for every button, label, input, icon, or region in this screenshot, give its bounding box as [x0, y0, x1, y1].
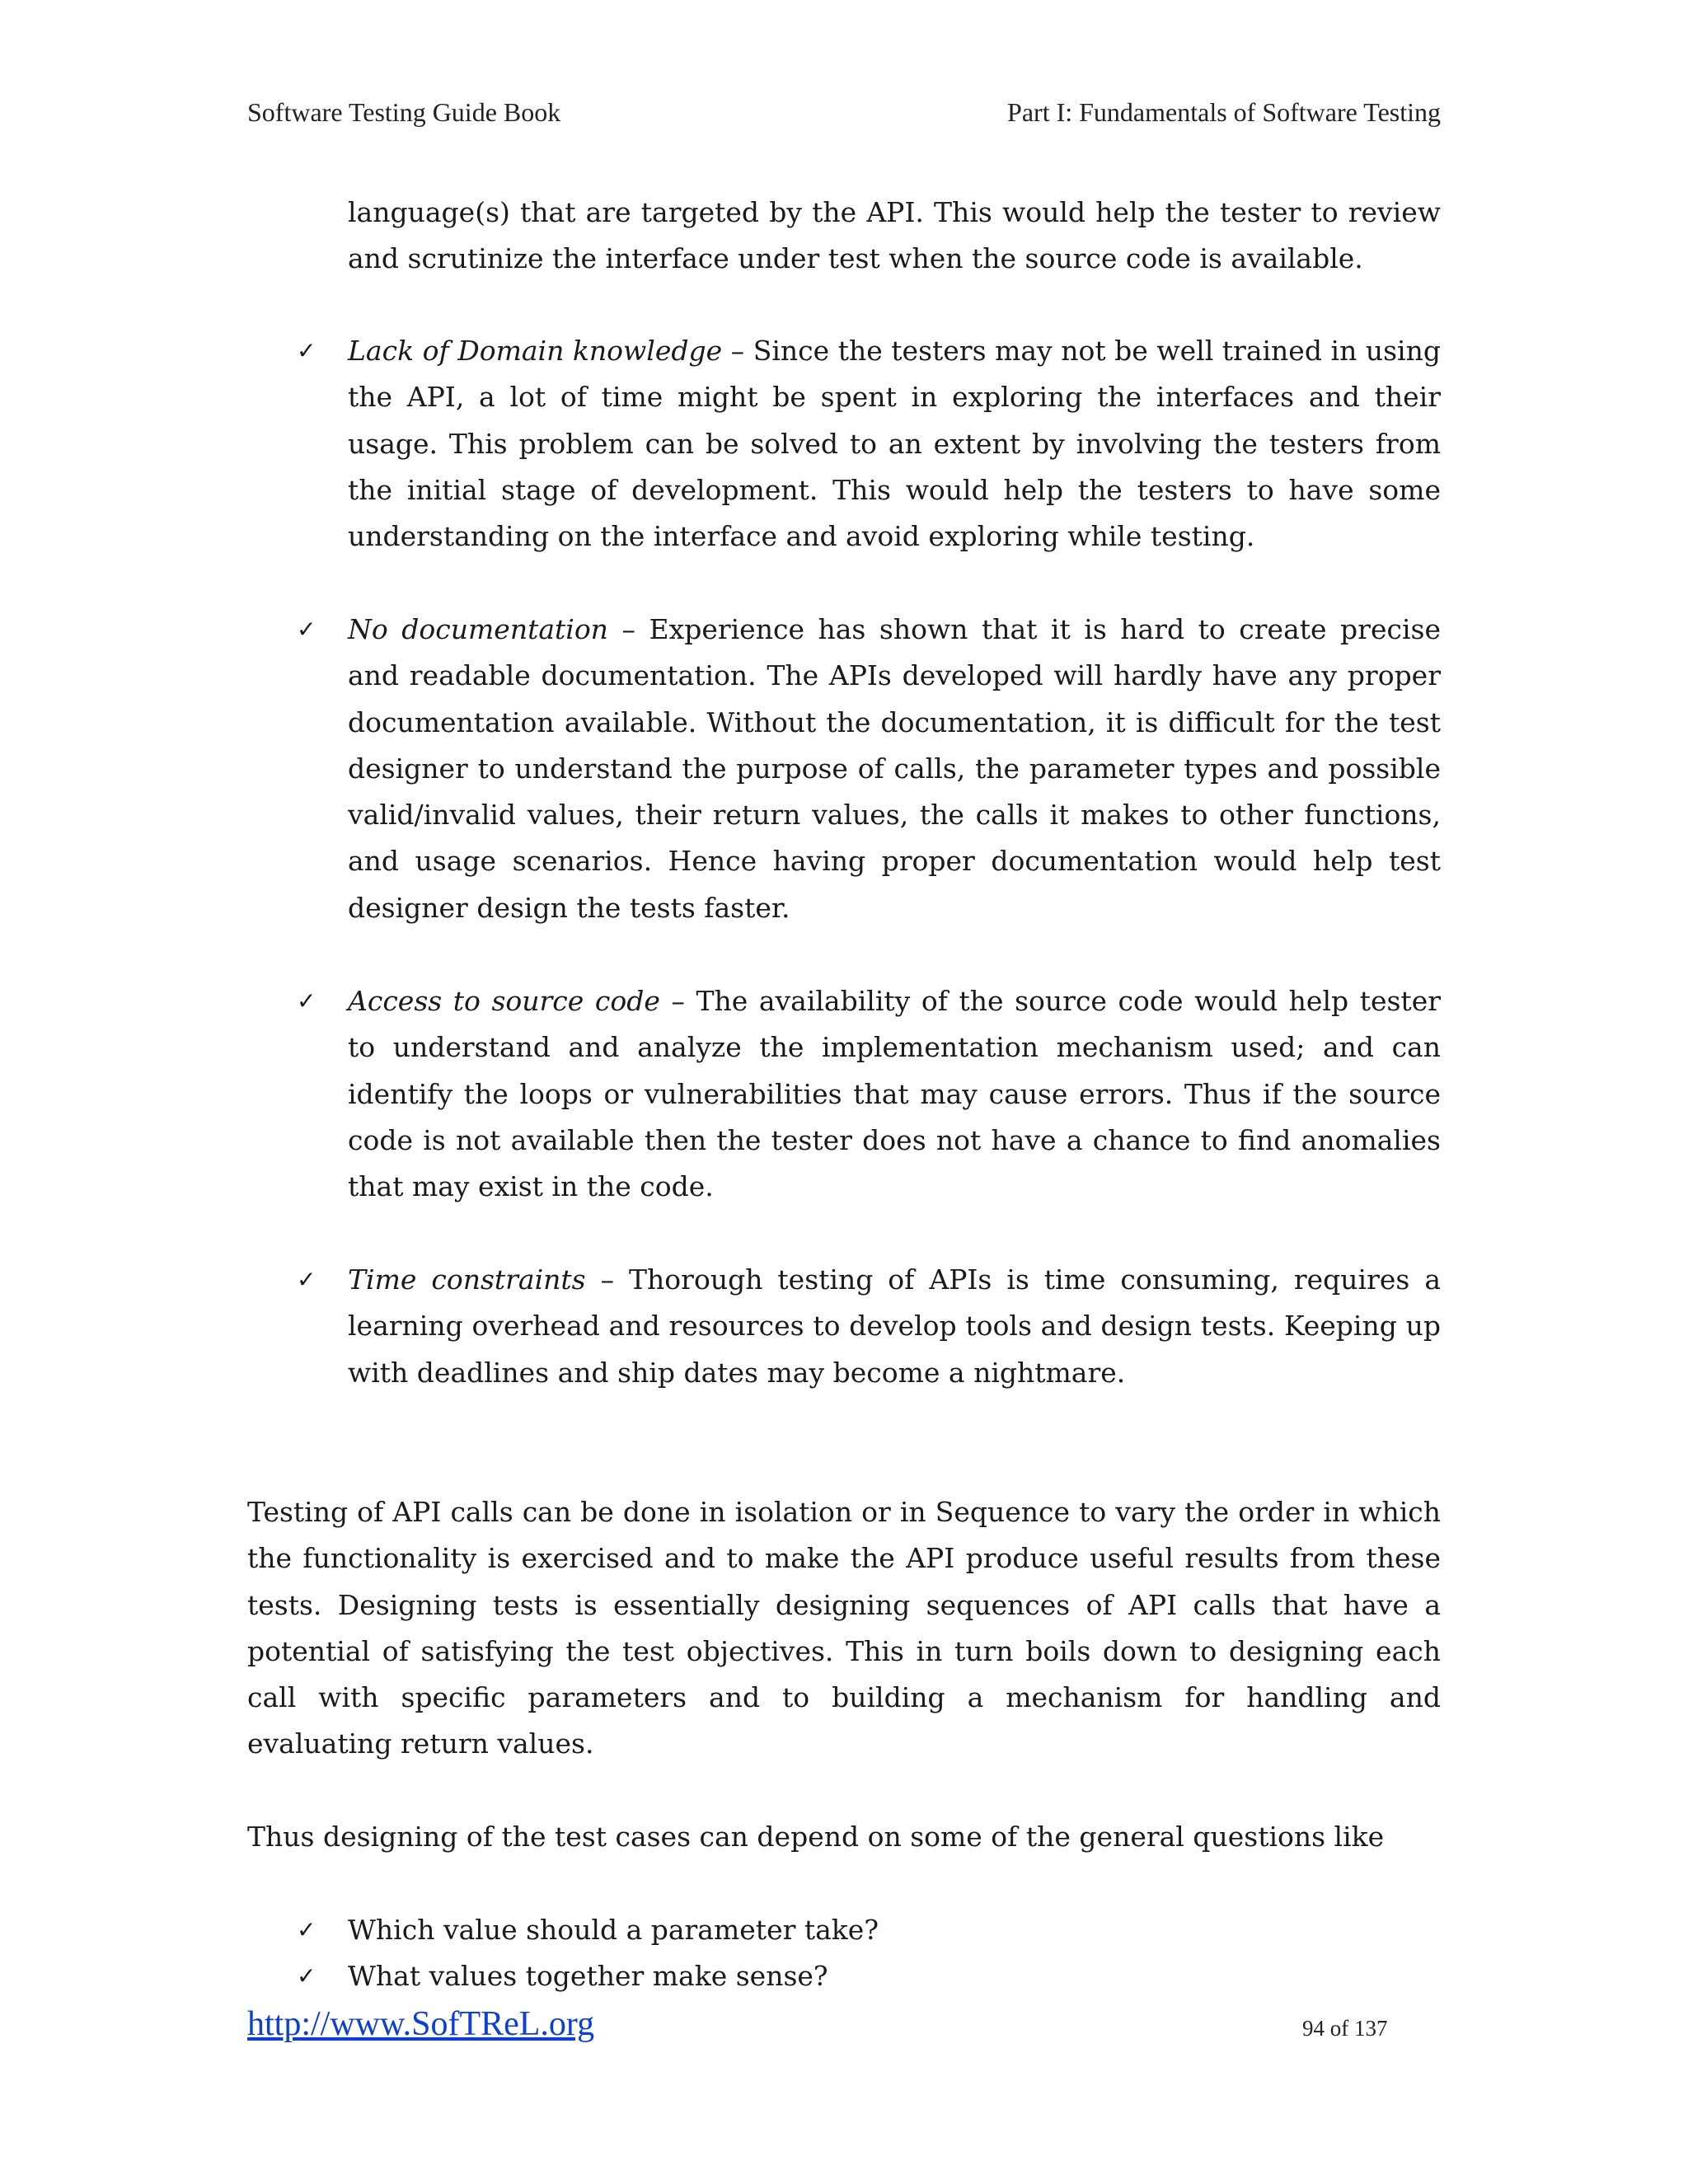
bullet-description: – Since the testers may not be well trained in using the API, a lot of time might be spent in exploring the interfaces and their usage. This problem can be solved to an extent by involving the testers from the initial stage of development. This would help the testers to have some understanding on the interface and avoid exploring while testing. — [348, 335, 1441, 553]
bullet-description: – The availability of the source code would help tester to understand and analyze the implementation mechanism used; and can identify the loops or vulnerabilities that may cause errors. Thus if the source code is not available then the tester does not have a chance to find anomalies that may exist in the code. — [348, 985, 1441, 1203]
check-icon: ✓ — [297, 1916, 316, 1943]
check-icon: ✓ — [297, 616, 316, 643]
header-book-title: Software Testing Guide Book — [247, 97, 561, 127]
bullet-description: – Experience has shown that it is hard to create precise and readable documentation. The APIs developed will hardly have any proper documentation available. Without the documentation, it is difficult for the test designer to understand the purpose of calls, the parameter types and possible valid/invalid values, their return values, the calls it makes to other functions, and usage scenarios. Hence having proper documentation would help test designer design the tests faster. — [348, 613, 1441, 924]
bullet-description: – Thorough testing of APIs is time consuming, requires a learning overhead and resources to develop tools and design tests. Keeping up with deadlines and ship dates may become a nightmare. — [348, 1263, 1441, 1389]
bullet-term: Access to source code — [348, 985, 660, 1017]
check-icon: ✓ — [297, 987, 316, 1015]
header-part-title: Part I: Fundamentals of Software Testing — [1007, 97, 1441, 127]
bullet-term: Lack of Domain knowledge — [348, 335, 723, 367]
check-icon: ✓ — [297, 337, 316, 364]
bullet-term: No documentation — [348, 613, 608, 645]
bullet-term: Time constraints — [348, 1263, 586, 1296]
check-icon: ✓ — [297, 1962, 316, 1990]
page-number: 94 of 137 — [1302, 2016, 1388, 2041]
page-header — [247, 97, 1441, 130]
check-icon: ✓ — [297, 1266, 316, 1293]
bullet-text — [348, 1257, 1441, 1396]
footer-website-link[interactable]: http://www.SofTReL.org — [247, 2005, 595, 2043]
body-paragraph-questions-intro: Thus designing of the test cases can depend on some of the general questions like — [247, 1821, 1385, 1853]
bullet-text — [348, 978, 1441, 1210]
question-text: What values together make sense? — [348, 1960, 828, 1992]
intro-continuation: language(s) that are targeted by the API. This would help the tester to review and scrutinize the interface under test when the source code is available. — [348, 196, 1441, 275]
question-text: Which value should a parameter take? — [348, 1914, 879, 1946]
body-paragraph-api-testing: Testing of API calls can be done in isolation or in Sequence to vary the order in which the functionality is exercised and to make the API produce useful results from these tests. Designing tests is essentially designing sequences of API calls that have a potential of satisfying the test objectives. This in turn boils down to designing each call with specific parameters and to building a mechanism for handling and evaluating return values. — [247, 1496, 1441, 1760]
bullet-text — [348, 607, 1441, 931]
bullet-text — [348, 328, 1441, 560]
